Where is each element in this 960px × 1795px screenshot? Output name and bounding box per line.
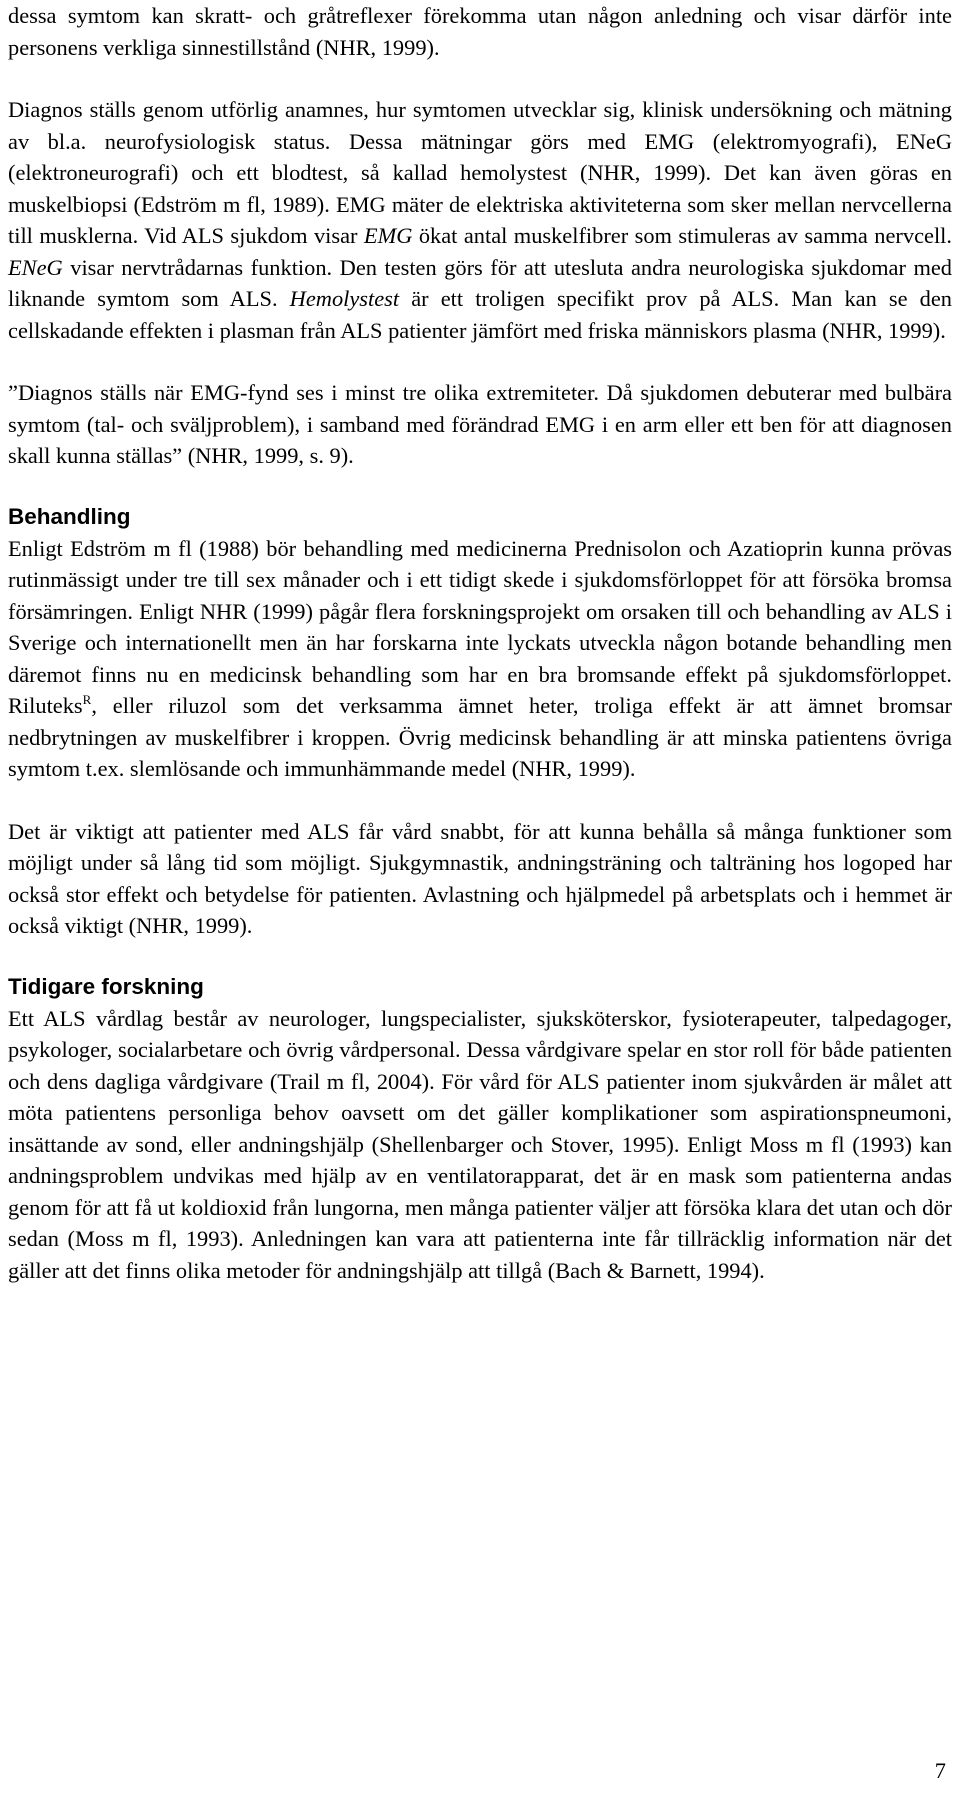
paragraph-treatment-2: Det är viktigt att patienter med ALS får vård snabbt, för att kunna behålla så många funktioner som möjligt under så lång tid som möjligt. Sjukgymnastik, andningsträning och talträning hos logoped har också stor effekt och betydelse för patienten. Avlastning och hjälpmedel på arbetsplats och i hemmet är också viktigt (NHR, 1999). — [8, 818, 952, 938]
eneg-term: ENeG — [8, 254, 63, 280]
paragraph-treatment-1: Enligt Edström m fl (1988) bör behandling med medicinerna Prednisolon och Azatioprin kunna prövas rutinmässigt under tre till sex månader och i ett tidigt skede i sjukdomsförloppet för att försöka bromsa försämringen. Enligt NHR (1999) pågår flera forskningsprojekt om orsaken till och behandling av ALS i Sverige och internationellt men än har forskarna inte lyckats utveckla någon botande behandling men däremot finns nu en medicinsk behandling som har en bra bromsande effekt på sjukdomsförloppet. Riluteks$^R$, eller riluzol som det verksamma ämnet heter, troliga effekt är att ämnet bromsar nedbrytningen av muskelfibrer i kroppen. Övrig medicinsk behandling är att minska patientens övriga symtom t.ex. slemlösande och immunhämmande medel (NHR, 1999). — [8, 535, 952, 781]
hemolystest-term: Hemolystest — [289, 286, 400, 311]
paragraph-quote: ”Diagnos ställs när EMG-fynd ses i minst tre olika extremiteter. Då sjukdomen debuterar med bulbära symtom (tal- och sväljproblem), i samband med förändrad EMG i en arm eller ett ben för att diagnosen skall kunna ställas” (NHR, 1999, s. 9). — [8, 380, 952, 468]
paragraph-diagnosis: Diagnos ställs genom utförlig anamnes, hur symtomen utvecklar sig, klinisk undersökning och mätning av bl.a. neurofysiologisk status. Dessa mätningar görs med EMG (elektromyografi), ENeG (elektroneurografi) och ett blodtest, så kallad hemolystest (NHR, 1999). Det kan även göras en muskelbiopsi (Edström m fl, 1989). EMG mäter de elektriska aktiviteterna som sker mellan nervcellerna till musklerna. Vid ALS sjukdom visar EMG ökat antal muskelfibrer som stimuleras av samma nervcell. ENeG visar nervtrådarnas funktion. Den testen görs för att utesluta andra neurologiska sjukdomar med liknande symtom som ALS. Hemolystest är ett troligen specifikt prov på ALS. Man kan se den cellskadande effekten i plasman från ALS patienter jämfört med friska människors plasma (NHR, 1999). — [8, 97, 952, 343]
heading-behandling: Behandling — [8, 503, 131, 529]
heading-tidigare-forskning: Tidigare forskning — [8, 973, 204, 999]
emg-term: EMG — [363, 223, 413, 248]
document-page — [8, 0, 952, 1286]
paragraph-intro: dessa symtom kan skratt- och gråtreflexer förekomma utan någon anledning och visar därför inte personens verkliga sinnestillstånd (NHR, 1999). — [8, 3, 952, 60]
registered-superscript: R — [82, 692, 92, 707]
paragraph-research-1: Ett ALS vårdlag består av neurologer, lungspecialister, sjuksköterskor, fysioterapeuter, talpedagoger, psykologer, socialarbetare och övrig vårdpersonal. Dessa vårdgivare spelar en stor roll för både patienten och dens dagliga vårdgivare (Trail m fl, 2004). För vård för ALS patienter inom sjukvården är målet att möta patientens personliga behov oavsett om det gäller komplikationer som aspirationspneumoni, insättande av sond, eller andningshjälp (Shellenbarger och Stover, 1995). Enligt Moss m fl (1993) kan andningsproblem undvikas med hjälp av en ventilatorapparat, det är en mask som patienterna andas genom för att få ut koldioxid från lungorna, men många patienter väljer att försöka klara det utan och dör sedan (Moss m fl, 1993). Anledningen kan vara att patienterna inte får tillräcklig information när det gäller att det finns olika metoder för andningshjälp att tillgå (Bach & Barnett, 1994). — [8, 1005, 952, 1283]
page-number: 7 — [934, 1758, 946, 1783]
